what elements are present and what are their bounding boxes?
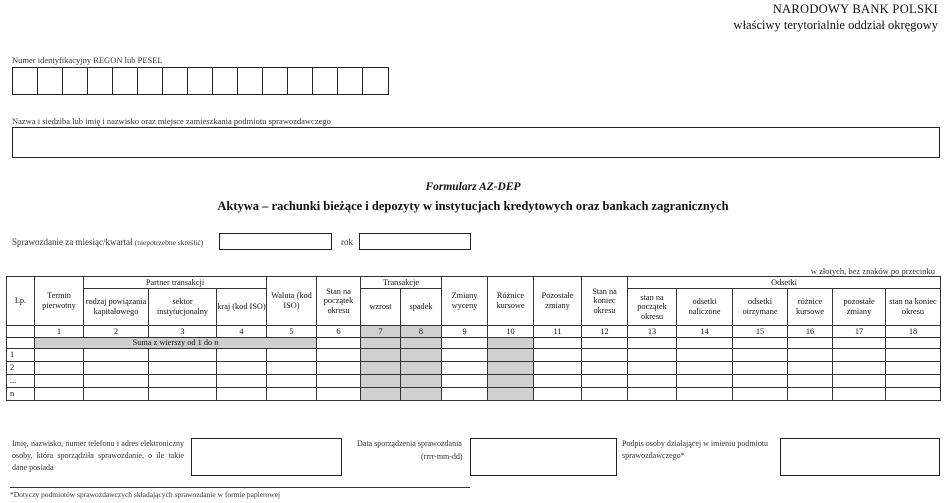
col-wzrost: wzrost — [361, 289, 401, 326]
table-cell[interactable] — [149, 349, 217, 362]
column-number: 6 — [317, 326, 361, 338]
regon-label: Numer identyfikacyjny REGON lub PESEL — [12, 55, 163, 65]
numbers-lp-cell — [7, 326, 35, 338]
table-cell[interactable] — [582, 349, 628, 362]
table-cell[interactable] — [886, 362, 941, 375]
regon-cell[interactable] — [88, 68, 113, 94]
col-stan-kon: Stan na koniec okresu — [582, 277, 628, 326]
date-field[interactable] — [470, 438, 617, 476]
table-cell[interactable] — [317, 388, 361, 401]
table-cell[interactable] — [149, 388, 217, 401]
table-row — [7, 388, 941, 401]
col-ods-naliczone: odsetki naliczone — [677, 289, 733, 326]
year-label: rok — [341, 237, 353, 247]
column-number: 18 — [886, 326, 941, 338]
table-cell[interactable] — [35, 362, 84, 375]
table-cell[interactable] — [733, 388, 788, 401]
date-format: (rrrr-mm-dd) — [421, 452, 463, 461]
table-cell[interactable] — [35, 349, 84, 362]
regon-cell[interactable] — [338, 68, 363, 94]
period-field[interactable] — [219, 233, 332, 250]
bank-name: NARODOWY BANK POLSKI — [772, 2, 938, 16]
row-number: 2 — [7, 362, 35, 375]
column-number: 7 — [361, 326, 401, 338]
sum-label: Suma z wierszy od 1 do n — [35, 338, 317, 349]
table-cell — [488, 349, 534, 362]
table-cell[interactable] — [317, 375, 361, 388]
regon-cell[interactable] — [213, 68, 238, 94]
table-cell[interactable] — [788, 349, 833, 362]
contact-label: Imię, nazwisko, numer telefonu i adres elektroniczny osoby, która sporządziła sprawozdanie, o ile takie dane posiada — [12, 439, 184, 472]
table-cell[interactable] — [217, 375, 267, 388]
column-number: 10 — [488, 326, 534, 338]
regon-cell[interactable] — [163, 68, 188, 94]
table-cell[interactable] — [677, 349, 733, 362]
table-cell — [361, 388, 401, 401]
table-cell — [401, 349, 442, 362]
table-row — [7, 349, 941, 362]
table-cell[interactable] — [35, 388, 84, 401]
regon-cell[interactable] — [238, 68, 263, 94]
table-cell[interactable] — [788, 375, 833, 388]
regon-cell[interactable] — [138, 68, 163, 94]
col-lp: Lp. — [7, 277, 35, 326]
footnote-divider — [10, 487, 470, 488]
table-cell[interactable] — [534, 375, 582, 388]
sum-cell[interactable] — [788, 338, 833, 349]
entity-field[interactable] — [12, 127, 940, 158]
col-waluta: Waluta (kod ISO) — [267, 277, 317, 326]
sum-lp-cell — [7, 338, 35, 349]
col-partner-rodzaj: rodzaj powiązania kapitałowego — [84, 289, 149, 326]
column-number: 12 — [582, 326, 628, 338]
column-number: 1 — [35, 326, 84, 338]
table-cell — [488, 388, 534, 401]
table-cell[interactable] — [677, 375, 733, 388]
regon-cell[interactable] — [263, 68, 288, 94]
col-ods-pozostale: pozostałe zmiany — [833, 289, 886, 326]
regon-input[interactable] — [12, 67, 389, 95]
sum-cell[interactable] — [442, 338, 488, 349]
table-cell[interactable] — [833, 375, 886, 388]
table-cell[interactable] — [733, 349, 788, 362]
column-number: 15 — [733, 326, 788, 338]
col-roznice: Różnice kursowe — [488, 277, 534, 326]
table-cell[interactable] — [442, 349, 488, 362]
table-cell — [401, 375, 442, 388]
table-cell[interactable] — [677, 388, 733, 401]
table-cell — [488, 362, 534, 375]
col-spadek: spadek — [401, 289, 442, 326]
column-number: 11 — [534, 326, 582, 338]
regon-cell[interactable] — [188, 68, 213, 94]
table-cell[interactable] — [217, 362, 267, 375]
col-pozostale: Pozostałe zmiany — [534, 277, 582, 326]
table-cell[interactable] — [149, 375, 217, 388]
col-ods-stan-pocz: stan na początek okresu — [628, 289, 677, 326]
form-title: Formularz AZ-DEP — [425, 181, 521, 193]
table-cell[interactable] — [442, 362, 488, 375]
table-cell[interactable] — [677, 362, 733, 375]
col-partner: Partner transakcji — [84, 277, 267, 289]
year-field[interactable] — [359, 233, 471, 250]
period-label: Sprawozdanie za miesiąc/kwartał (niepotrzebne skreślić) — [12, 237, 204, 247]
column-number: 9 — [442, 326, 488, 338]
table-cell[interactable] — [833, 349, 886, 362]
table-cell[interactable] — [217, 388, 267, 401]
column-number: 14 — [677, 326, 733, 338]
table-row — [7, 375, 941, 388]
sum-cell[interactable] — [628, 338, 677, 349]
col-odsetki: Odsetki — [628, 277, 941, 289]
table-row — [7, 362, 941, 375]
col-partner-sektor: sektor instytucjonalny — [149, 289, 217, 326]
table-cell[interactable] — [442, 388, 488, 401]
regon-cell[interactable] — [313, 68, 338, 94]
table-cell — [361, 375, 401, 388]
regon-cell[interactable] — [288, 68, 313, 94]
column-number: 8 — [401, 326, 442, 338]
table-cell[interactable] — [733, 375, 788, 388]
table-cell[interactable] — [267, 349, 317, 362]
column-number: 4 — [217, 326, 267, 338]
sum-cell[interactable] — [534, 338, 582, 349]
column-number: 17 — [833, 326, 886, 338]
footnote: *Dotyczy podmiotów sprawozdawczych składających sprawozdanie w formie papierowej — [10, 490, 281, 499]
table-cell[interactable] — [582, 388, 628, 401]
regon-cell[interactable] — [363, 68, 388, 94]
table-cell[interactable] — [267, 362, 317, 375]
table-cell[interactable] — [267, 375, 317, 388]
sum-row — [7, 338, 941, 349]
table-cell[interactable] — [886, 388, 941, 401]
table-cell[interactable] — [582, 375, 628, 388]
signature-label: Podpis osoby działającej w imieniu podmiotu sprawozdawczego* — [622, 439, 768, 460]
contact-field[interactable] — [191, 438, 342, 476]
table-cell[interactable] — [217, 349, 267, 362]
table-cell[interactable] — [317, 362, 361, 375]
table-cell[interactable] — [833, 388, 886, 401]
col-zmiany-wyceny: Zmiany wyceny — [442, 277, 488, 326]
row-number: n — [7, 388, 35, 401]
sum-cell[interactable] — [833, 338, 886, 349]
column-number: 5 — [267, 326, 317, 338]
table-cell[interactable] — [534, 362, 582, 375]
table-cell[interactable] — [628, 362, 677, 375]
col-transakcje: Transakcje — [361, 277, 442, 289]
col-termin: Termin pierwotny — [35, 277, 84, 326]
col-ods-otrzymane: odsetki otrzymane — [733, 289, 788, 326]
sum-cell — [488, 338, 534, 349]
table-cell[interactable] — [833, 362, 886, 375]
table-cell[interactable] — [84, 349, 149, 362]
column-number: 13 — [628, 326, 677, 338]
column-number: 16 — [788, 326, 833, 338]
table-cell — [361, 349, 401, 362]
sum-cell — [401, 338, 442, 349]
row-number: ... — [7, 375, 35, 388]
table-cell[interactable] — [582, 362, 628, 375]
col-ods-stan-kon: stan na koniec okresu — [886, 289, 941, 326]
table-cell[interactable] — [886, 349, 941, 362]
table-cell[interactable] — [84, 388, 149, 401]
data-table — [6, 276, 941, 401]
table-cell[interactable] — [733, 362, 788, 375]
col-stan-pocz: Stan na początek okresu — [317, 277, 361, 326]
table-cell — [401, 388, 442, 401]
table-cell — [361, 362, 401, 375]
col-ods-roznice: różnice kursowe — [788, 289, 833, 326]
sum-cell[interactable] — [582, 338, 628, 349]
table-cell[interactable] — [84, 375, 149, 388]
sum-cell[interactable] — [886, 338, 941, 349]
column-number: 3 — [149, 326, 217, 338]
column-numbers-row — [7, 326, 941, 338]
regon-cell[interactable] — [113, 68, 138, 94]
table-cell[interactable] — [35, 375, 84, 388]
date-label: Data sporządzenia sprawozdania — [357, 439, 462, 448]
branch-label: właściwy terytorialnie oddział okręgowy — [733, 18, 938, 32]
sum-cell[interactable] — [677, 338, 733, 349]
table-cell — [401, 362, 442, 375]
table-cell[interactable] — [628, 388, 677, 401]
table-cell[interactable] — [534, 349, 582, 362]
signature-field[interactable] — [780, 438, 940, 476]
table-cell[interactable] — [628, 349, 677, 362]
sum-cell — [361, 338, 401, 349]
regon-cell[interactable] — [13, 68, 38, 94]
table-cell[interactable] — [788, 388, 833, 401]
row-number: 1 — [7, 349, 35, 362]
entity-label: Nazwa i siedziba lub imię i nazwisko oraz miejsce zamieszkania podmiotu sprawozdawczego — [12, 116, 331, 126]
table-cell[interactable] — [149, 362, 217, 375]
table-cell[interactable] — [534, 388, 582, 401]
table-cell[interactable] — [317, 349, 361, 362]
table-cell[interactable] — [267, 388, 317, 401]
regon-cell[interactable] — [63, 68, 88, 94]
form-subtitle: Aktywa – rachunki bieżące i depozyty w instytucjach kredytowych oraz bankach zagranicznych — [217, 199, 729, 213]
regon-cell[interactable] — [38, 68, 63, 94]
column-number: 2 — [84, 326, 149, 338]
sum-cell[interactable] — [317, 338, 361, 349]
table-cell — [488, 375, 534, 388]
sum-cell[interactable] — [733, 338, 788, 349]
table-cell[interactable] — [84, 362, 149, 375]
units-note: w złotych, bez znaków po przecinku — [810, 266, 935, 276]
table-cell[interactable] — [788, 362, 833, 375]
col-partner-kraj: kraj (kod ISO) — [217, 289, 267, 326]
table-cell[interactable] — [628, 375, 677, 388]
table-cell[interactable] — [886, 375, 941, 388]
table-cell[interactable] — [442, 375, 488, 388]
